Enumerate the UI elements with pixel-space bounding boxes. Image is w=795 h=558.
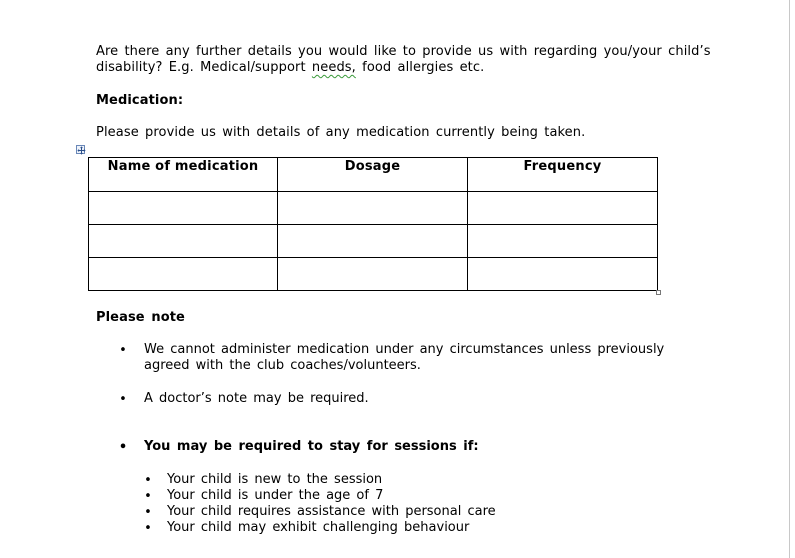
condition-item: Your child is new to the session: [167, 472, 383, 487]
header-dosage: Dosage: [278, 158, 468, 192]
condition-item: Your child is under the age of 7: [167, 488, 384, 503]
table-row: [89, 258, 658, 291]
page-edge: [789, 0, 790, 558]
bullet-icon: •: [119, 392, 127, 407]
intro-line-2: [96, 60, 484, 76]
bullet-icon: •: [144, 473, 152, 488]
intro-line-1: Are there any further details you would like to provide us with regarding you/your child’s: [96, 44, 711, 59]
bullet-icon: •: [144, 505, 152, 520]
cell-name[interactable]: [89, 225, 278, 258]
cell-frequency[interactable]: [468, 192, 658, 225]
medication-heading: Medication:: [96, 93, 184, 108]
intro-line-2-prefix: disability? E.g. Medical/support: [96, 60, 312, 75]
intro-line-2-suffix: food allergies etc.: [355, 60, 485, 75]
table-row: [89, 192, 658, 225]
medication-instruction: Please provide us with details of any medication currently being taken.: [96, 125, 586, 140]
sessions-heading: You may be required to stay for sessions if:: [144, 439, 479, 454]
header-name-of-medication: Name of medication: [89, 158, 278, 192]
cell-dosage[interactable]: [278, 258, 468, 291]
table-move-handle[interactable]: [76, 145, 85, 154]
table-header-row: [89, 158, 658, 192]
please-note-heading: Please note: [96, 310, 185, 325]
note-bullet-2: A doctor’s note may be required.: [144, 391, 369, 406]
header-frequency: Frequency: [468, 158, 658, 192]
cell-frequency[interactable]: [468, 258, 658, 291]
bullet-icon: •: [144, 489, 152, 504]
note-bullet-1-line-2: agreed with the club coaches/volunteers.: [144, 358, 421, 373]
bullet-icon: •: [144, 521, 152, 536]
cell-dosage[interactable]: [278, 192, 468, 225]
cell-name[interactable]: [89, 258, 278, 291]
cell-frequency[interactable]: [468, 225, 658, 258]
table-row: [89, 225, 658, 258]
cell-name[interactable]: [89, 192, 278, 225]
condition-item: Your child requires assistance with personal care: [167, 504, 496, 519]
resize-handle-icon[interactable]: [656, 290, 661, 295]
condition-item: Your child may exhibit challenging behaviour: [167, 520, 470, 535]
bullet-icon: •: [118, 440, 128, 455]
medication-table: [88, 157, 658, 291]
bullet-icon: •: [119, 343, 127, 358]
note-bullet-1-line-1: We cannot administer medication under any circumstances unless previously: [144, 342, 665, 357]
grammar-flagged-word[interactable]: needs,: [311, 60, 356, 75]
cell-dosage[interactable]: [278, 225, 468, 258]
